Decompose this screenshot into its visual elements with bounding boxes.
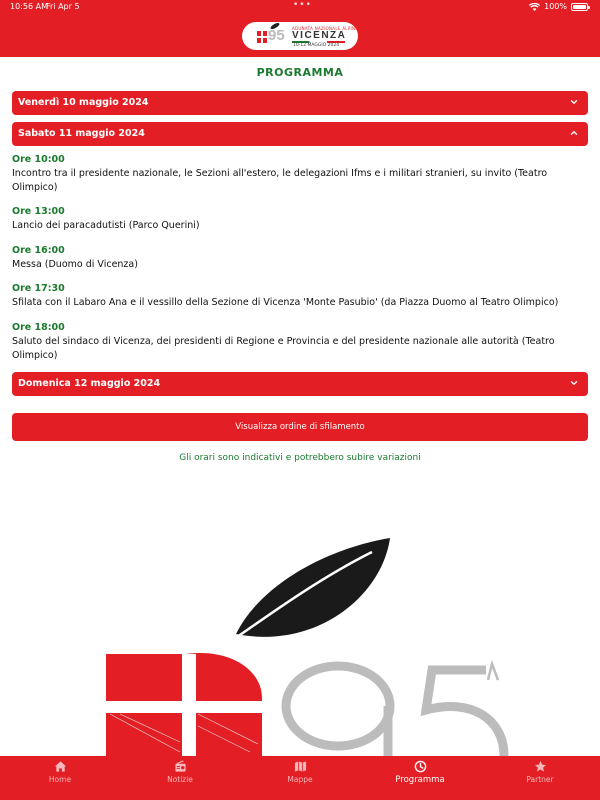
map-icon [294,760,307,773]
clock-icon [414,760,427,773]
event-description: Saluto del sindaco di Vicenza, dei presidenti di Regione e Provincia e del presidente nazionale alle autorità (Teatro Olimpico) [12,336,555,361]
tab-label: Notizie [167,775,193,784]
multitasking-dots-icon[interactable]: ••• [293,0,312,10]
section-label: Venerdì 10 maggio 2024 [18,97,149,108]
tab-label: Home [48,775,72,784]
tab-notizie[interactable] [120,756,240,800]
section-label: Domenica 12 maggio 2024 [18,378,161,389]
event-description: Lancio dei paracadutisti (Parco Querini) [12,220,200,231]
page-title: PROGRAMMA [256,66,344,79]
logo-dates: 10-12 MAGGIO 2024 [293,43,340,48]
event-time: Ore 10:00 [12,154,65,165]
logo-number: 95 [268,27,285,44]
view-parade-order-button[interactable]: Visualizza ordine di sfilamento [12,413,588,441]
home-icon [54,760,67,773]
section-label: Sabato 11 maggio 2024 [18,128,145,139]
radio-icon [174,760,187,773]
logo-subtitle: ADUNATA NAZIONALE ALPINI [292,26,357,31]
battery-icon [571,3,588,11]
timing-notice: Gli orari sono indicativi e potrebbero subire variazioni [179,453,421,463]
tab-home[interactable] [0,756,120,800]
star-icon [534,760,547,773]
chevron-up-icon [568,127,580,139]
event-time: Ore 18:00 [12,322,65,333]
logo-city: VICENZA [292,30,347,41]
tab-programma[interactable] [360,756,480,800]
tab-label: Mappe [287,775,313,784]
chevron-down-icon [568,96,580,108]
status-date: Fri Apr 5 [46,2,80,11]
bottom-tab-bar [0,756,600,800]
status-bar [0,0,600,14]
tab-partner[interactable] [480,756,600,800]
battery-percent: 100% [544,2,567,11]
status-time: 10:56 AM [10,2,48,11]
wifi-icon [529,3,540,11]
event-time: Ore 17:30 [12,283,65,294]
section-header-friday[interactable] [12,91,588,115]
event-time: Ore 16:00 [12,245,65,256]
header-logo [242,22,358,50]
section-header-sunday[interactable] [12,372,588,396]
event-item [12,322,588,363]
event-item [12,245,588,272]
event-item [12,154,588,195]
event-time: Ore 13:00 [12,206,65,217]
tab-label: Programma [395,775,445,785]
event-item [12,206,588,233]
event-description: Incontro tra il presidente nazionale, le Sezioni all'estero, le delegazioni Ifms e i militari stranieri, su invito (Teatro Olimpico) [12,168,548,193]
logo-number-95 [286,666,504,756]
app-header [0,0,600,57]
tab-mappe[interactable] [240,756,360,800]
event-description: Messa (Duomo di Vicenza) [12,259,138,270]
event-description: Sfilata con il Labaro Ana e il vessillo della Sezione di Vicenza 'Monte Pasubio' (da Piazza Duomo al Teatro Olimpico) [12,297,559,308]
chevron-down-icon [568,377,580,389]
tab-label: Partner [526,775,554,784]
logo-emblem [106,653,262,756]
section-header-saturday[interactable] [12,122,588,146]
event-logo-image [0,530,600,756]
event-item [12,283,588,310]
logo-flag-icon [257,31,267,43]
status-right [529,2,588,11]
